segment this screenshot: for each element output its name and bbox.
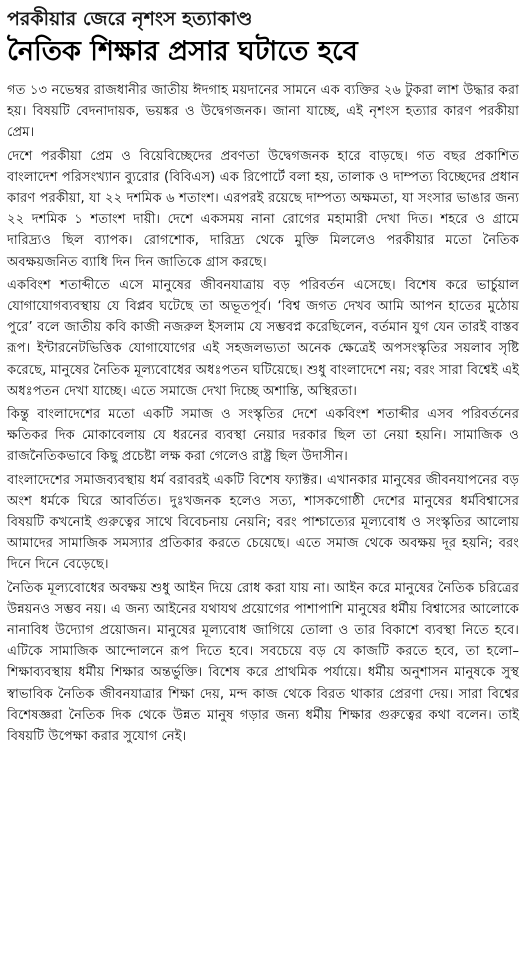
article-body <box>7 80 519 747</box>
article-headline: নৈতিক শিক্ষার প্রসার ঘটাতে হবে <box>7 36 358 67</box>
article-paragraph: বাংলাদেশের সমাজব্যবস্থায় ধর্ম বরাবরই একটি বিশেষ ফ্যাক্টর। এখানকার মানুষের জীবনযাপনের বড় অংশ ধর্মকে ঘিরে আবর্তিত। দুঃখজনক হলেও সত্য, শাসকগোষ্ঠী দেশের মানুষের ধর্মবিশ্বাসের বিষয়টি কখনোই গুরুত্বের সাথে বিবেচনায় নেয়নি; বরং পাশ্চাত্যের মূল্যবোধ ও সংস্কৃতির আলোয় আমাদের সামাজিক সমস্যার প্রতিকার করতে চেয়েছে। এতে সমাজ থেকে অবক্ষয় দূর হয়নি; বরং দিনে দিনে বেড়েছে। <box>7 472 519 573</box>
article-paragraph: দেশে পরকীয়া প্রেম ও বিয়েবিচ্ছেদের প্রবণতা উদ্বেগজনক হারে বাড়ছে। গত বছর প্রকাশিত বাংলাদেশ পরিসংখ্যান ব্যুরোর (বিবিএস) এক রিপোর্টে বলা হয়, তালাক ও দাম্পত্য বিচ্ছেদের প্রধান কারণ পরকীয়া, যা ২২ দশমিক ৬ শতাংশ। এরপরই রয়েছে দাম্পত্য অক্ষমতা, যা সংসার ভাঙার জন্য ২২ দশমিক ১ শতাংশ দায়ী। দেশে একসময় নানা রোগের মহামারী দেখা দিত। শহরে ও গ্রামে দারিদ্র্যও ছিল ব্যাপক। রোগশোক, দারিদ্র্য থেকে মুক্তি মিললেও পরকীয়ার মতো নৈতিক অবক্ষয়জনিত ব্যাধি দিন দিন জাতিকে গ্রাস করছে। <box>7 148 519 270</box>
article-kicker: পরকীয়ার জেরে নৃশংস হত্যাকাণ্ড <box>7 8 253 30</box>
article-paragraph: একবিংশ শতাব্দীতে এসে মানুষের জীবনযাত্রায় বড় পরিবর্তন এসেছে। বিশেষ করে ভার্চুয়াল যোগাযোগব্যবস্থায় যে বিপ্লব ঘটেছে তা অভূতপূর্ব। ‘বিশ্ব জগত দেখব আমি আপন হাতের মুঠোয় পুরে’ বলে জাতীয় কবি কাজী নজরুল ইসলাম যে সম্ভবপ্ন করেছিলেন, বর্তমান যুগ যেন তারই বাস্তব রূপ। ইন্টারনেটভিত্তিক যোগাযোগের এই সহজলভ্যতা অনেক ক্ষেত্রেই অপসংস্কৃতির সয়লাব সৃষ্টি করেছে, মানুষের নৈতিক মূল্যবোধের অধঃপতন ঘটিয়েছে। শুধু বাংলাদেশে নয়; বরং সারা বিশ্বেই এই অধঃপতন দেখা যাচ্ছে। এতে সমাজে দেখা দিচ্ছে অশান্তি, অস্থিরতা। <box>7 277 519 399</box>
article-paragraph: নৈতিক মূল্যবোধের অবক্ষয় শুধু আইন দিয়ে রোধ করা যায় না। আইন করে মানুষের নৈতিক চরিত্রের উন্নয়নও সম্ভব নয়। এ জন্য আইনের যথাযথ প্রয়োগের পাশাপাশি মানুষের ধর্মীয় বিশ্বাসের আলোকে নানাবিধ উদ্যোগ প্রয়োজন। মানুষের মূল্যবোধ জাগিয়ে তোলা ও তার বিকাশে ব্যবস্থা নিতে হবে। এটিকে সামাজিক আন্দোলনে রূপ দিতে হবে। সবচেয়ে বড় যে কাজটি করতে হবে, তা হলো– শিক্ষাব্যবস্থায় ধর্মীয় শিক্ষার অন্তর্ভুক্তি। বিশেষ করে প্রাথমিক পর্যায়ে। ধর্মীয় অনুশাসন মানুষকে সুস্থ স্বাভাবিক নৈতিক জীবনযাত্রার শিক্ষা দেয়, মন্দ কাজ থেকে বিরত থাকার প্রেরণা দেয়। সারা বিশ্বের বিশেষজ্ঞরা নৈতিক দিক থেকে উন্নত মানুষ গড়ার জন্য ধর্মীয় শিক্ষার গুরুত্বের কথা বলেন। তাই বিষয়টি উপেক্ষা করার সুযোগ নেই। <box>7 580 519 745</box>
article-paragraph: গত ১৩ নভেম্বর রাজধানীর জাতীয় ঈদগাহ ময়দানের সামনে এক ব্যক্তির ২৬ টুকরা লাশ উদ্ধার করা হয়। বিষয়টি বেদনাদায়ক, ভয়ঙ্কর ও উদ্বেগজনক। জানা যাচ্ছে, এই নৃশংস হত্যার কারণ পরকীয়া প্রেম। <box>7 83 519 141</box>
article-paragraph: কিন্তু বাংলাদেশের মতো একটি সমাজ ও সংস্কৃতির দেশে একবিংশ শতাব্দীর এসব পরিবর্তনের ক্ষতিকর দিক মোকাবেলায় যে ধরনের ব্যবস্থা নেয়ার দরকার ছিল তা নেয়া হয়নি। সামাজিক ও রাজনৈতিকভাবে কিছু প্রচেষ্টা লক্ষ করা গেলেও রাষ্ট্র ছিল উদাসীন। <box>7 407 519 465</box>
